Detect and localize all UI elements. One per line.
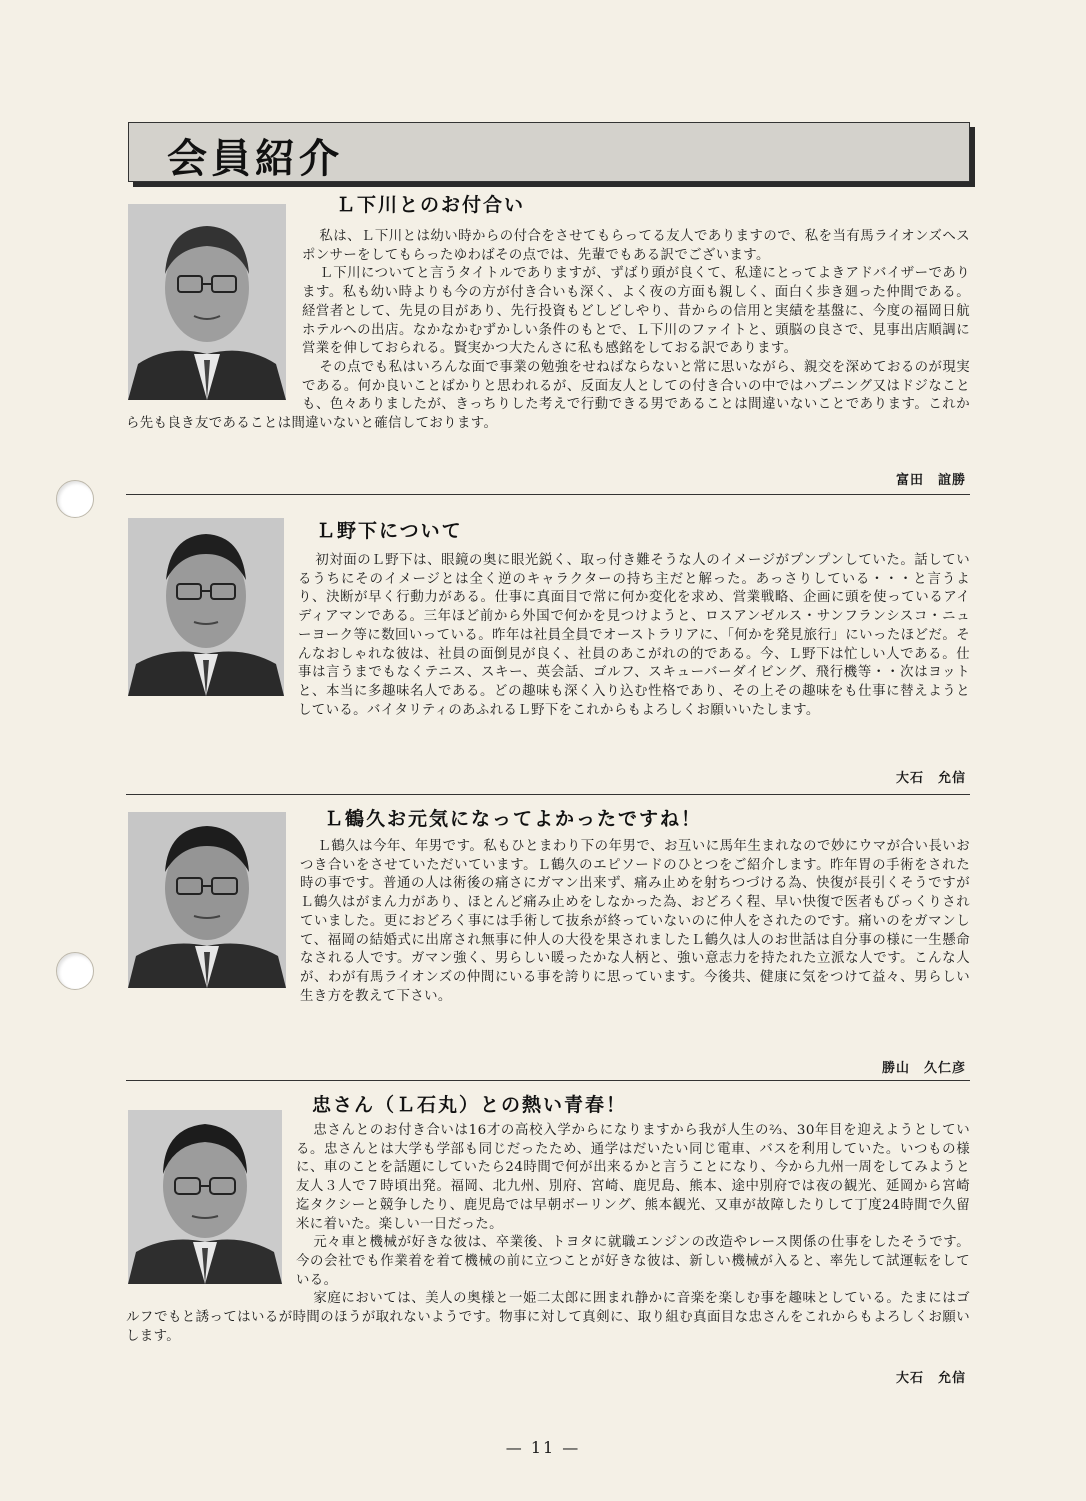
page-title: 会員紹介 <box>167 136 343 182</box>
paragraph: 元々車と機械が好きな彼は、卒業後、トヨタに就職エンジンの改造やレース関係の仕事をしたそうです。今の会社でも作業着を着て機械の前に立つことが好きな彼は、新しい機械が入ると、率先して試運転をしている。 <box>296 1235 970 1288</box>
paragraph: 初対面のＬ野下は、眼鏡の奥に眼光鋭く、取っ付き難そうな人のイメージがプンプンしていた。話しているうちにそのイメージとは全く逆のキャラクターの持ち主だと解った。あっさりしている・・・と言うより、決断が早く行動力がある。仕事に真面目で常に何か変化を求め、営業戦略、企画に頭を使っているアイディアマンである。三年ほど前から外国で何かを見つけようと、ロスアンゼルス・サンフランシスコ・ニューヨーク等に数回いっている。昨年は社員全員でオーストラリアに、「何かを発見旅行」にいったほどだ。そんなおしゃれな彼は、社員の面倒見が良く、社員のあこがれの的である。今、Ｌ野下は忙しい人である。仕事は言うまでもなくテニス、スキー、英会話、ゴルフ、スキューバーダイビング、飛行機等・・次はヨットと、本当に多趣味名人である。どの趣味も深く入り込む性格であり、その上その趣味をも仕事に替えようとしている。バイタリティのあふれるＬ野下をこれからもよろしくお願いいたします。 <box>298 553 970 718</box>
article-ishimaru <box>126 1086 970 1386</box>
article-heading: Ｌ下川とのお付合い <box>336 194 526 216</box>
paragraph: 家庭においては、美人の奥様と一姫二太郎に囲まれ静かに音楽を楽しむ事を趣味としている。たまにはゴルフでもと誘ってはいるが時間のほうが取れないようです。物事に対して真剣に、取り組む真面目な忠さんをこれからもよろしくお願いします。 <box>126 1291 970 1344</box>
binder-hole-top <box>56 480 94 518</box>
paragraph: 忠さんとのお付き合いは16才の高校入学からになりますから我が人生の⅔、30年目を迎えようとしている。忠さんとは大学も学部も同じだったため、通学はだいたい同じ電車、バスを利用していた。いつもの様に、車のことを話題にしていたら24時間で何が出来るかと言うことになり、今から九州一周をしてみようと友人３人で７時頃出発。福岡、北九州、別府、宮崎、鹿児島、熊本、途中別府では夜の観光、延岡から宮崎迄タクシーと競争したり、鹿児島では早朝ボーリング、熊本観光、又車が故障したりして丁度24時間で久留米に着いた。楽しい一日だった。 <box>296 1123 970 1232</box>
paragraph: 私は、Ｌ下川とは幼い時からの付合をさせてもらってる友人でありますので、私を当有馬ライオンズへスポンサーをしてもらったゆわばその点では、先輩でもある訳でございます。 <box>302 229 970 263</box>
article-author: 富田 誼勝 <box>895 473 966 488</box>
article-body <box>126 838 970 1006</box>
paragraph: Ｌ下川についてと言うタイトルでありますが、ずばり頭が良くて、私達にとってよきアドバイザーであります。私も幼い時よりも今の方が付き合いも深く、よく夜の方面も親しく、面白く歩き廻った仲間である。経営者として、先見の目があり、先行投資もどしどしやり、昔からの信用と実績を基盤に、今度の福岡日航ホテルへの出店。なかなかむずかしい条件のもとで、Ｌ下川のファイトと、頭脳の良さで、見事出店順調に営業を伸しておられる。賢実かつ大たんさに私も感銘をしておる訳であります。 <box>302 266 970 357</box>
article-heading: Ｌ鶴久お元気になってよかったですね！ <box>324 808 703 830</box>
article-author: 勝山 久仁彦 <box>881 1061 966 1076</box>
article-heading: 忠さん（Ｌ石丸）との熱い青春！ <box>312 1094 628 1116</box>
article-noshita <box>126 512 970 795</box>
article-body <box>126 228 970 434</box>
article-shimokawa <box>126 192 970 495</box>
article-heading: Ｌ野下について <box>316 520 463 542</box>
title-banner <box>128 122 970 182</box>
article-body <box>126 1122 970 1346</box>
article-author: 大石 允信 <box>895 1371 966 1386</box>
article-body <box>126 552 970 720</box>
page-number: — 11 — <box>505 1438 581 1457</box>
article-author: 大石 允信 <box>895 771 966 786</box>
binder-hole-bottom <box>56 952 94 990</box>
paragraph: Ｌ鶴久は今年、年男です。私もひとまわり下の年男で、お互いに馬年生まれなので妙にウマが合い長いおつき合いをさせていただいています。Ｌ鶴久のエピソードのひとつをご紹介します。昨年胃の手術をされた時の事です。普通の人は術後の痛さにガマン出来ず、痛み止めを射ちつづける為、快復が長引くそうですがＬ鶴久はがまん力があり、ほとんど痛み止めをしなかった為、おどろく程、早い快復で医者もびっくりされていました。更におどろく事には手術して抜糸が終っていないのに仲人をされたのです。痛いのをガマンして、福岡の結婚式に出席され無事に仲人の大役を果されましたＬ鶴久は人のお世話は自分事の様に一生懸命なされる人です。ガマン強く、男らしい暖ったかな人柄と、強い意志力を持たれた立派な人です。こんな人が、わが有馬ライオンズの仲間にいる事を誇りに思っています。今後共、健康に気をつけて益々、男らしい生き方を教えて下さい。 <box>300 839 970 1004</box>
article-tsuruhisa <box>126 800 970 1081</box>
paragraph: その点でも私はいろんな面で事業の勉強をせねばならないと常に思いながら、親交を深めておるのが現実である。何か良いことばかりと思われるが、反面友人としての付き合いの中ではハプニング又はドジなことも、色々ありましたが、きっちりした考えで行動できる男であることは間違いないことであります。これから先も良き友であることは間違いないと確信しております。 <box>126 359 970 432</box>
